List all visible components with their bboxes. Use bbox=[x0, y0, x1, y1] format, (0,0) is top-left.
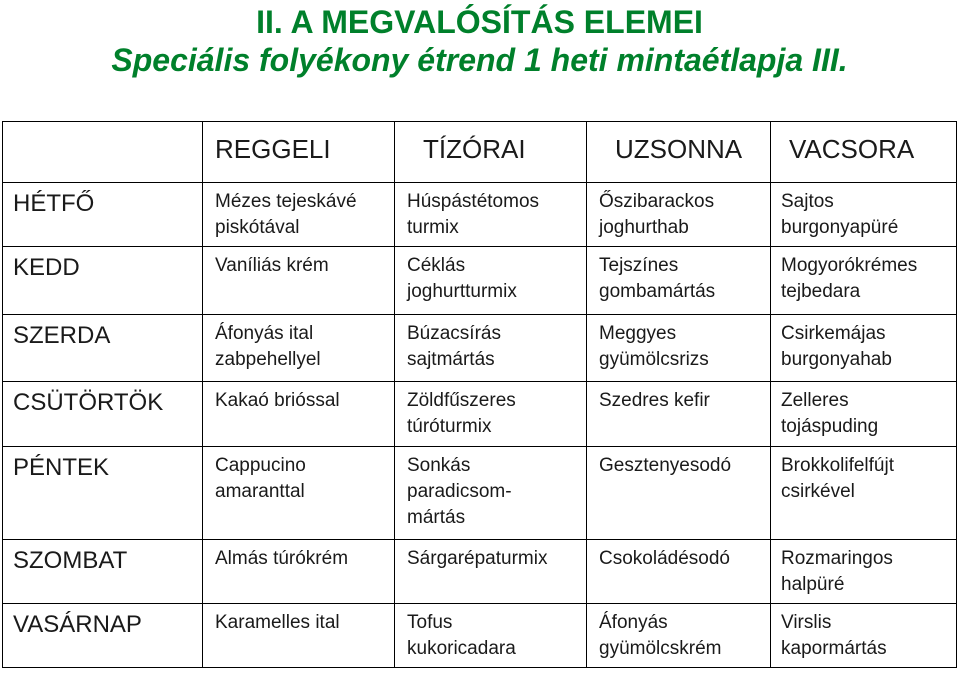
meal-cell bbox=[395, 540, 587, 604]
meal-cell bbox=[771, 447, 957, 540]
meal-cell bbox=[395, 604, 587, 668]
meal-cell bbox=[587, 604, 771, 668]
header-label: REGGELI bbox=[215, 134, 331, 164]
day-label: VASÁRNAP bbox=[3, 604, 203, 668]
meal-text-line: gyümölcskrém bbox=[599, 638, 722, 659]
meal-text-line: Gesztenyesodó bbox=[599, 455, 732, 476]
meal-text-line: Almás túrókrém bbox=[215, 548, 349, 569]
meal-cell bbox=[395, 183, 587, 247]
header-vacsora bbox=[771, 122, 957, 183]
meal-cell bbox=[771, 247, 957, 315]
meal-text-line: Virslis bbox=[781, 612, 832, 633]
meal-cell bbox=[203, 315, 395, 382]
meal-text-line: turmix bbox=[407, 217, 459, 238]
meal-text-line: Céklás bbox=[407, 255, 466, 276]
meal-text-line: Áfonyás bbox=[599, 612, 668, 633]
meal-text-line: Zöldfűszeres bbox=[407, 390, 516, 411]
meal-text-line: Meggyes bbox=[599, 323, 677, 344]
meal-text-line: kukoricadara bbox=[407, 638, 516, 659]
page-title: II. A MEGVALÓSÍTÁS ELEMEI bbox=[256, 4, 703, 40]
header-uzsonna bbox=[587, 122, 771, 183]
header-label: VACSORA bbox=[789, 134, 915, 164]
meal-cell bbox=[203, 447, 395, 540]
table-row bbox=[3, 447, 957, 540]
table-row bbox=[3, 247, 957, 315]
meal-text-line: Szedres kefir bbox=[599, 390, 710, 411]
meal-text-line: paradicsom- bbox=[407, 481, 512, 502]
meal-cell bbox=[395, 447, 587, 540]
meal-text-line: zabpehellyel bbox=[215, 349, 321, 370]
meal-cell bbox=[587, 315, 771, 382]
meal-text-line: Rozmaringos bbox=[781, 548, 893, 569]
meal-text-line: Cappucino bbox=[215, 455, 306, 476]
meal-text-line: Mogyorókrémes bbox=[781, 255, 918, 276]
header-reggeli bbox=[203, 122, 395, 183]
header-corner-cell bbox=[3, 122, 203, 183]
meal-text-line: túróturmix bbox=[407, 416, 492, 437]
meal-text-line: gyümölcsrizs bbox=[599, 349, 709, 370]
meal-text-line: Búzacsírás bbox=[407, 323, 501, 344]
meal-cell bbox=[395, 247, 587, 315]
meal-text-line: Zelleres bbox=[781, 390, 849, 411]
meal-text-line: burgonyahab bbox=[781, 349, 892, 370]
meal-text-line: amaranttal bbox=[215, 481, 305, 502]
meal-text-line: Húspástétomos bbox=[407, 191, 540, 212]
header-tizorai bbox=[395, 122, 587, 183]
meal-cell bbox=[203, 183, 395, 247]
meal-text-line: Karamelles ital bbox=[215, 612, 340, 633]
meal-text-line: kapormártás bbox=[781, 638, 887, 659]
meal-text-line: burgonyapüré bbox=[781, 217, 899, 238]
meal-text-line: joghurthab bbox=[599, 217, 689, 238]
page-subtitle: Speciális folyékony étrend 1 heti mintaétlapja III. bbox=[111, 42, 848, 78]
meal-text-line: Tofus bbox=[407, 612, 453, 633]
meal-text-line: Mézes tejeskávé bbox=[215, 191, 357, 212]
meal-text-line: Őszibarackos bbox=[599, 191, 715, 212]
meal-text-line: Csirkemájas bbox=[781, 323, 886, 344]
meal-cell bbox=[203, 540, 395, 604]
meal-text-line: Brokkolifelfújt bbox=[781, 455, 894, 476]
meal-cell bbox=[395, 315, 587, 382]
meal-text-line: Kakaó brióssal bbox=[215, 390, 340, 411]
meal-text-line: Sárgarépaturmix bbox=[407, 548, 548, 569]
day-label: PÉNTEK bbox=[3, 447, 203, 540]
meal-text-line: gombamártás bbox=[599, 281, 716, 302]
meal-cell bbox=[587, 540, 771, 604]
meal-text-line: piskótával bbox=[215, 217, 300, 238]
table-row bbox=[3, 604, 957, 668]
table-row bbox=[3, 540, 957, 604]
table-row bbox=[3, 315, 957, 382]
meal-cell bbox=[203, 604, 395, 668]
day-label: SZOMBAT bbox=[3, 540, 203, 604]
meal-cell bbox=[587, 247, 771, 315]
meal-cell bbox=[771, 540, 957, 604]
meal-text-line: tojáspuding bbox=[781, 416, 879, 437]
weekly-menu-table bbox=[2, 121, 957, 668]
meal-text-line: Tejszínes bbox=[599, 255, 679, 276]
meal-cell bbox=[771, 315, 957, 382]
day-label: CSÜTÖRTÖK bbox=[3, 382, 203, 447]
table-row bbox=[3, 183, 957, 247]
meal-cell bbox=[395, 382, 587, 447]
meal-cell bbox=[203, 382, 395, 447]
meal-text-line: csirkével bbox=[781, 481, 855, 502]
meal-cell bbox=[587, 183, 771, 247]
meal-text-line: tejbedara bbox=[781, 281, 861, 302]
header-label: TÍZÓRAI bbox=[423, 134, 526, 164]
meal-text-line: Áfonyás ital bbox=[215, 323, 314, 344]
meal-cell bbox=[771, 604, 957, 668]
day-label: KEDD bbox=[3, 247, 203, 315]
day-label: HÉTFŐ bbox=[3, 183, 203, 247]
day-label: SZERDA bbox=[3, 315, 203, 382]
meal-text-line: Csokoládésodó bbox=[599, 548, 730, 569]
meal-cell bbox=[587, 382, 771, 447]
meal-text-line: joghurtturmix bbox=[407, 281, 517, 302]
meal-text-line: Sonkás bbox=[407, 455, 471, 476]
meal-cell bbox=[587, 447, 771, 540]
meal-text-line: Vaníliás krém bbox=[215, 255, 329, 276]
table-row bbox=[3, 382, 957, 447]
header-label: UZSONNA bbox=[615, 134, 743, 164]
meal-cell bbox=[771, 382, 957, 447]
meal-cell bbox=[203, 247, 395, 315]
table-header-row bbox=[3, 122, 957, 183]
meal-text-line: halpüré bbox=[781, 574, 845, 595]
meal-cell bbox=[771, 183, 957, 247]
meal-text-line: mártás bbox=[407, 507, 466, 528]
meal-text-line: sajtmártás bbox=[407, 349, 495, 370]
meal-text-line: Sajtos bbox=[781, 191, 834, 212]
